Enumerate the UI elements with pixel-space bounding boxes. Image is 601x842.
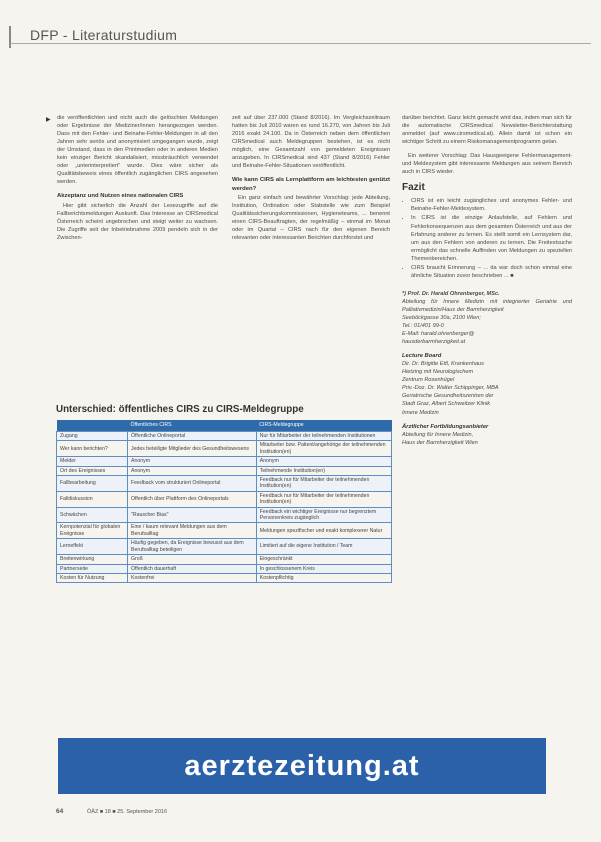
heading-akzeptanz: Akzeptanz und Nutzen eines nationalen CIRS [57, 193, 184, 200]
fazit-list [402, 197, 572, 279]
table-cell: Offentlich dauerhaft [128, 564, 257, 573]
header-rule [10, 43, 591, 44]
table-cell: Zugang [57, 432, 128, 441]
table-cell: Mitarbeiter bzw. Patient/angehörige der teilnehmenden Institution(en) [256, 441, 391, 457]
lecture-board-line: Dir. Dr. Brigitte Ettl, Krankenhaus [402, 361, 484, 368]
footer-issue: ÖÄZ ■ 18 ■ 25. September 2016 [87, 809, 168, 815]
table-cell: Feedback ein wichtiger Ereignisse nur begrenztem Personenkreis zugänglich [256, 507, 391, 523]
table-cell: Wer kann berichten? [57, 441, 128, 457]
contact-line: E-Mail: harald.ohrenberger@ [402, 331, 475, 338]
table-cell: Öffentliche Onlineportal [128, 432, 257, 441]
table-cell: Feedback vom strukturiert Onlineportal [128, 476, 257, 492]
table-cell: Kostenfrei [128, 573, 257, 582]
column-3-paragraph-1: darüber berichtet. Ganz leicht gemacht wird das, indem man sich für die automatische CIRSmedical Newsletter-Berichterstattung anmeldet (auf www.cirsmedical.at). Allein damit ist schon ein wichtiger Schritt zu einem Risikomanagementprogramm getan. [402, 115, 572, 146]
table-cell: Schwächen [57, 507, 128, 523]
lecture-board-line: Hietzing mit Neurologischem [402, 369, 474, 376]
table-cell: Anonym [128, 457, 257, 466]
author-name: *) Prof. Dr. Harald Ohrenberger, MSc. [402, 290, 500, 297]
table-cell: Ort des Ereignisses [57, 466, 128, 475]
column-1 [57, 114, 218, 242]
table-cell: Feedback nur für Mitarbeiter der teilnehmenden Institution(en) [256, 491, 391, 507]
table-cell: Kostenpflichtig [256, 573, 391, 582]
continuation-marker: ▶ [46, 117, 51, 123]
table-cell: Falldiskussion [57, 491, 128, 507]
table-cell: Anonym [128, 466, 257, 475]
comparison-table [56, 420, 392, 583]
table-row [57, 573, 392, 582]
column-2-paragraph-2: Ein ganz einfach und bewährter Vorschlag: jede Abteilung, Institution, Ordination oder Stabstelle wie zum Beispiel Qualitätssicherungskommissionen, Hygieneteams, ... benennt einen CIRS-Beauftragten, der regelmäßig – einmal im Monat oder im Quartal – CIRS nach für den eigenen Bereich relevanten oder interessanten Berichten durchforstet und [232, 194, 390, 241]
table-cell: Limitiert auf die eigene Institution / Team [256, 539, 391, 555]
table-row [57, 491, 392, 507]
table-cell: Groß [128, 555, 257, 564]
table-row [57, 441, 392, 457]
page-number: 64 [56, 808, 64, 815]
table-cell: In geschlossenem Kreis [256, 564, 391, 573]
column-2-paragraph-1: zeit auf über 237.000 (Stand 8/2016). Im Vergleichszeitraum hatten bis Juli 2010 waren es rund 16.270, von Jahren bis Juli 2016 exakt 24.100. Da in Österreich neben dem öffentlichen CIRSmedical auch Meldegruppen bestehen, ist es nicht möglich, eine Gesamtzahl von gemeldeten Ereignissen anzugeben. In CIRSmedical sind 437 (Stand 8/2016) Fehler und Beinahe-Fehler-Situationen veröffentlicht. [232, 115, 390, 170]
table-cell: Lerneffekt [57, 539, 128, 555]
table-cell: Eine / kaum relevant Meldungen aus dem Berufsalltag [128, 523, 257, 539]
contact-line: Tel.: 01/401 99-0 [402, 323, 444, 330]
table-cell: Jedes beteiligte Mitglieder des Gesundheitswesens [128, 441, 257, 457]
table-cell: Offentlich über Plattform des Onlineportals [128, 491, 257, 507]
table-row [57, 523, 392, 539]
column-3-paragraph-2: Ein weiterer Vorschlag: Das Hausgeeigene Fehlermanagement- und Meldesystem gibt interessante Meldungen aus seinem Bereich auch in CIRS wieder. [402, 153, 572, 176]
table-cell: "Rauscher Bias" [128, 507, 257, 523]
table-cell: Anonym [256, 457, 391, 466]
table-row [57, 432, 392, 441]
provider-line: Abteilung für Innere Medizin, [402, 431, 474, 438]
table-cell: Kernpotenzial für globalen Ereignisse [57, 523, 128, 539]
column-2 [232, 114, 390, 242]
lecture-board-line: Geriatrische Gesundheitszentren der [402, 393, 494, 400]
table-row [57, 564, 392, 573]
column-1-paragraph-1: die veröffentlichten und nicht auch die gelöschten Meldungen oder Ergebnisse der Mediziner/innen herangezogen werden. Dass mit den Fehler- und Beinahe-Fehler-Meldungen in all den Jahren sehr seriös und anonymisiert umgegangen wurde, zeigt der Umstand, dass in den Printmedien oder in anderen Medien kein einziger Bericht skandalisiert, missbräuchlich verwendet oder „unterinterpretiert“ wurde. Dies wäre sicher als Qualitätsbeweis eines öffentlich zugänglichen CIRS angesehen werden. [57, 115, 218, 186]
lecture-board-line: Zentrum Rosenhügel [402, 377, 455, 384]
lecture-board-line: Priv.-Doz. Dr. Walter Schippinger, MBA [402, 385, 499, 392]
website-banner[interactable] [58, 738, 546, 794]
column-3 [402, 114, 572, 447]
lecture-board-line: Innere Medizin [402, 409, 439, 416]
table-header-row [57, 420, 392, 432]
table-row [57, 555, 392, 564]
fazit-title: Fazit [402, 182, 425, 194]
table-cell: Melder [57, 457, 128, 466]
table-row [57, 457, 392, 466]
lecture-board [402, 352, 572, 416]
column-1-paragraph-2: Hier gibt sicherlich die Anzahl der Lesezugriffe auf die Fallberichtsmeldungen Auskunft. Das Interesse an CIRSmedical Österreich scheint ungebrochen und steigt weiter zu wachsen. Die Zugriffe seit der Inbetriebnahme 2009 pendeln sich in der Zwischen- [57, 202, 218, 241]
heading-lernplattform: Wie kann CIRS als Lernplattform am leichtesten genützt werden? [232, 177, 390, 192]
author-contact [402, 290, 572, 346]
table-cell: Feedback nur für Mitarbeiter der teilnehmenden Institution(en) [256, 476, 391, 492]
page-edge-mark [9, 26, 11, 48]
provider-line: Haus der Barmherzigkeit Wien [402, 439, 478, 446]
end-symbol: ■ [510, 272, 514, 279]
table-row [57, 466, 392, 475]
contact-line: hausderbarmherzigkeit.at [402, 339, 466, 346]
table-cell: Kosten für Nutzung [57, 573, 128, 582]
table-header-cell: Öffentliches CIRS [128, 420, 257, 432]
contact-line: Seeböckgasse 30a, 2100 Wien; [402, 314, 481, 321]
table-cell: Teilnehmende Institution(en) [256, 466, 391, 475]
table-title: Unterschied: öffentliches CIRS zu CIRS-Meldegruppe [56, 404, 304, 415]
table-row [57, 476, 392, 492]
lecture-board-line: Stadt Graz, Albert Schweitzer Klinik [402, 401, 491, 408]
table-cell: Meldungen spezifischer und exakt komplexerer Natur [256, 523, 391, 539]
table-cell: Fallbearbeitung [57, 476, 128, 492]
fazit-item: • CIRS braucht Erinnerung – ... da war doch schon einmal eine ähnliche Situation zuvor beschrieben ... ■ [411, 264, 572, 280]
fazit-item: • In CIRS ist die einzige Anlaufstelle, auf Fehlern und Fehlerkonsequenzen aus dem gesamten Österreich und aus der Erfahrung anderer zu lernen. Es stellt somit ein Lernsystem dar, um aus den Fehlern von anderen zu lernen. Die Freitextsuche ermöglicht das schnelle Auffinden von Meldungen zu speziellen Themenbereichen. [411, 214, 572, 262]
table-row [57, 507, 392, 523]
banner-text: aerztezeitung.at [184, 750, 420, 782]
table-cell: Nur für Mitarbeiter der teilnehmenden Institutionen [256, 432, 391, 441]
table-row [57, 539, 392, 555]
table-cell: Häufig gegeben, da Ereignisse bewusst aus dem Berufsalltag beteiligen [128, 539, 257, 555]
provider-title: Ärztlicher Fortbildungsanbieter [402, 423, 489, 430]
table-cell: Eingeschränkt [256, 555, 391, 564]
section-header: DFP - Literaturstudium [30, 27, 178, 43]
table-cell: Partnerseite [57, 564, 128, 573]
fazit-item: • CIRS ist ein leicht zugängliches und anonymes Fehler- und Beinahe-Fehler-Meldesystem. [411, 197, 572, 213]
lecture-board-title: Lecture Board [402, 353, 442, 360]
provider [402, 423, 572, 447]
contact-line: Abteilung für Innere Medizin mit integrierter Geriatrie und Palliativmedizin/Haus der Barmherzigkeit [402, 298, 572, 313]
table-header-cell: CIRS-Meldegruppe [256, 420, 391, 432]
table-cell: Breitenwirkung [57, 555, 128, 564]
table-header-cell [57, 420, 128, 432]
